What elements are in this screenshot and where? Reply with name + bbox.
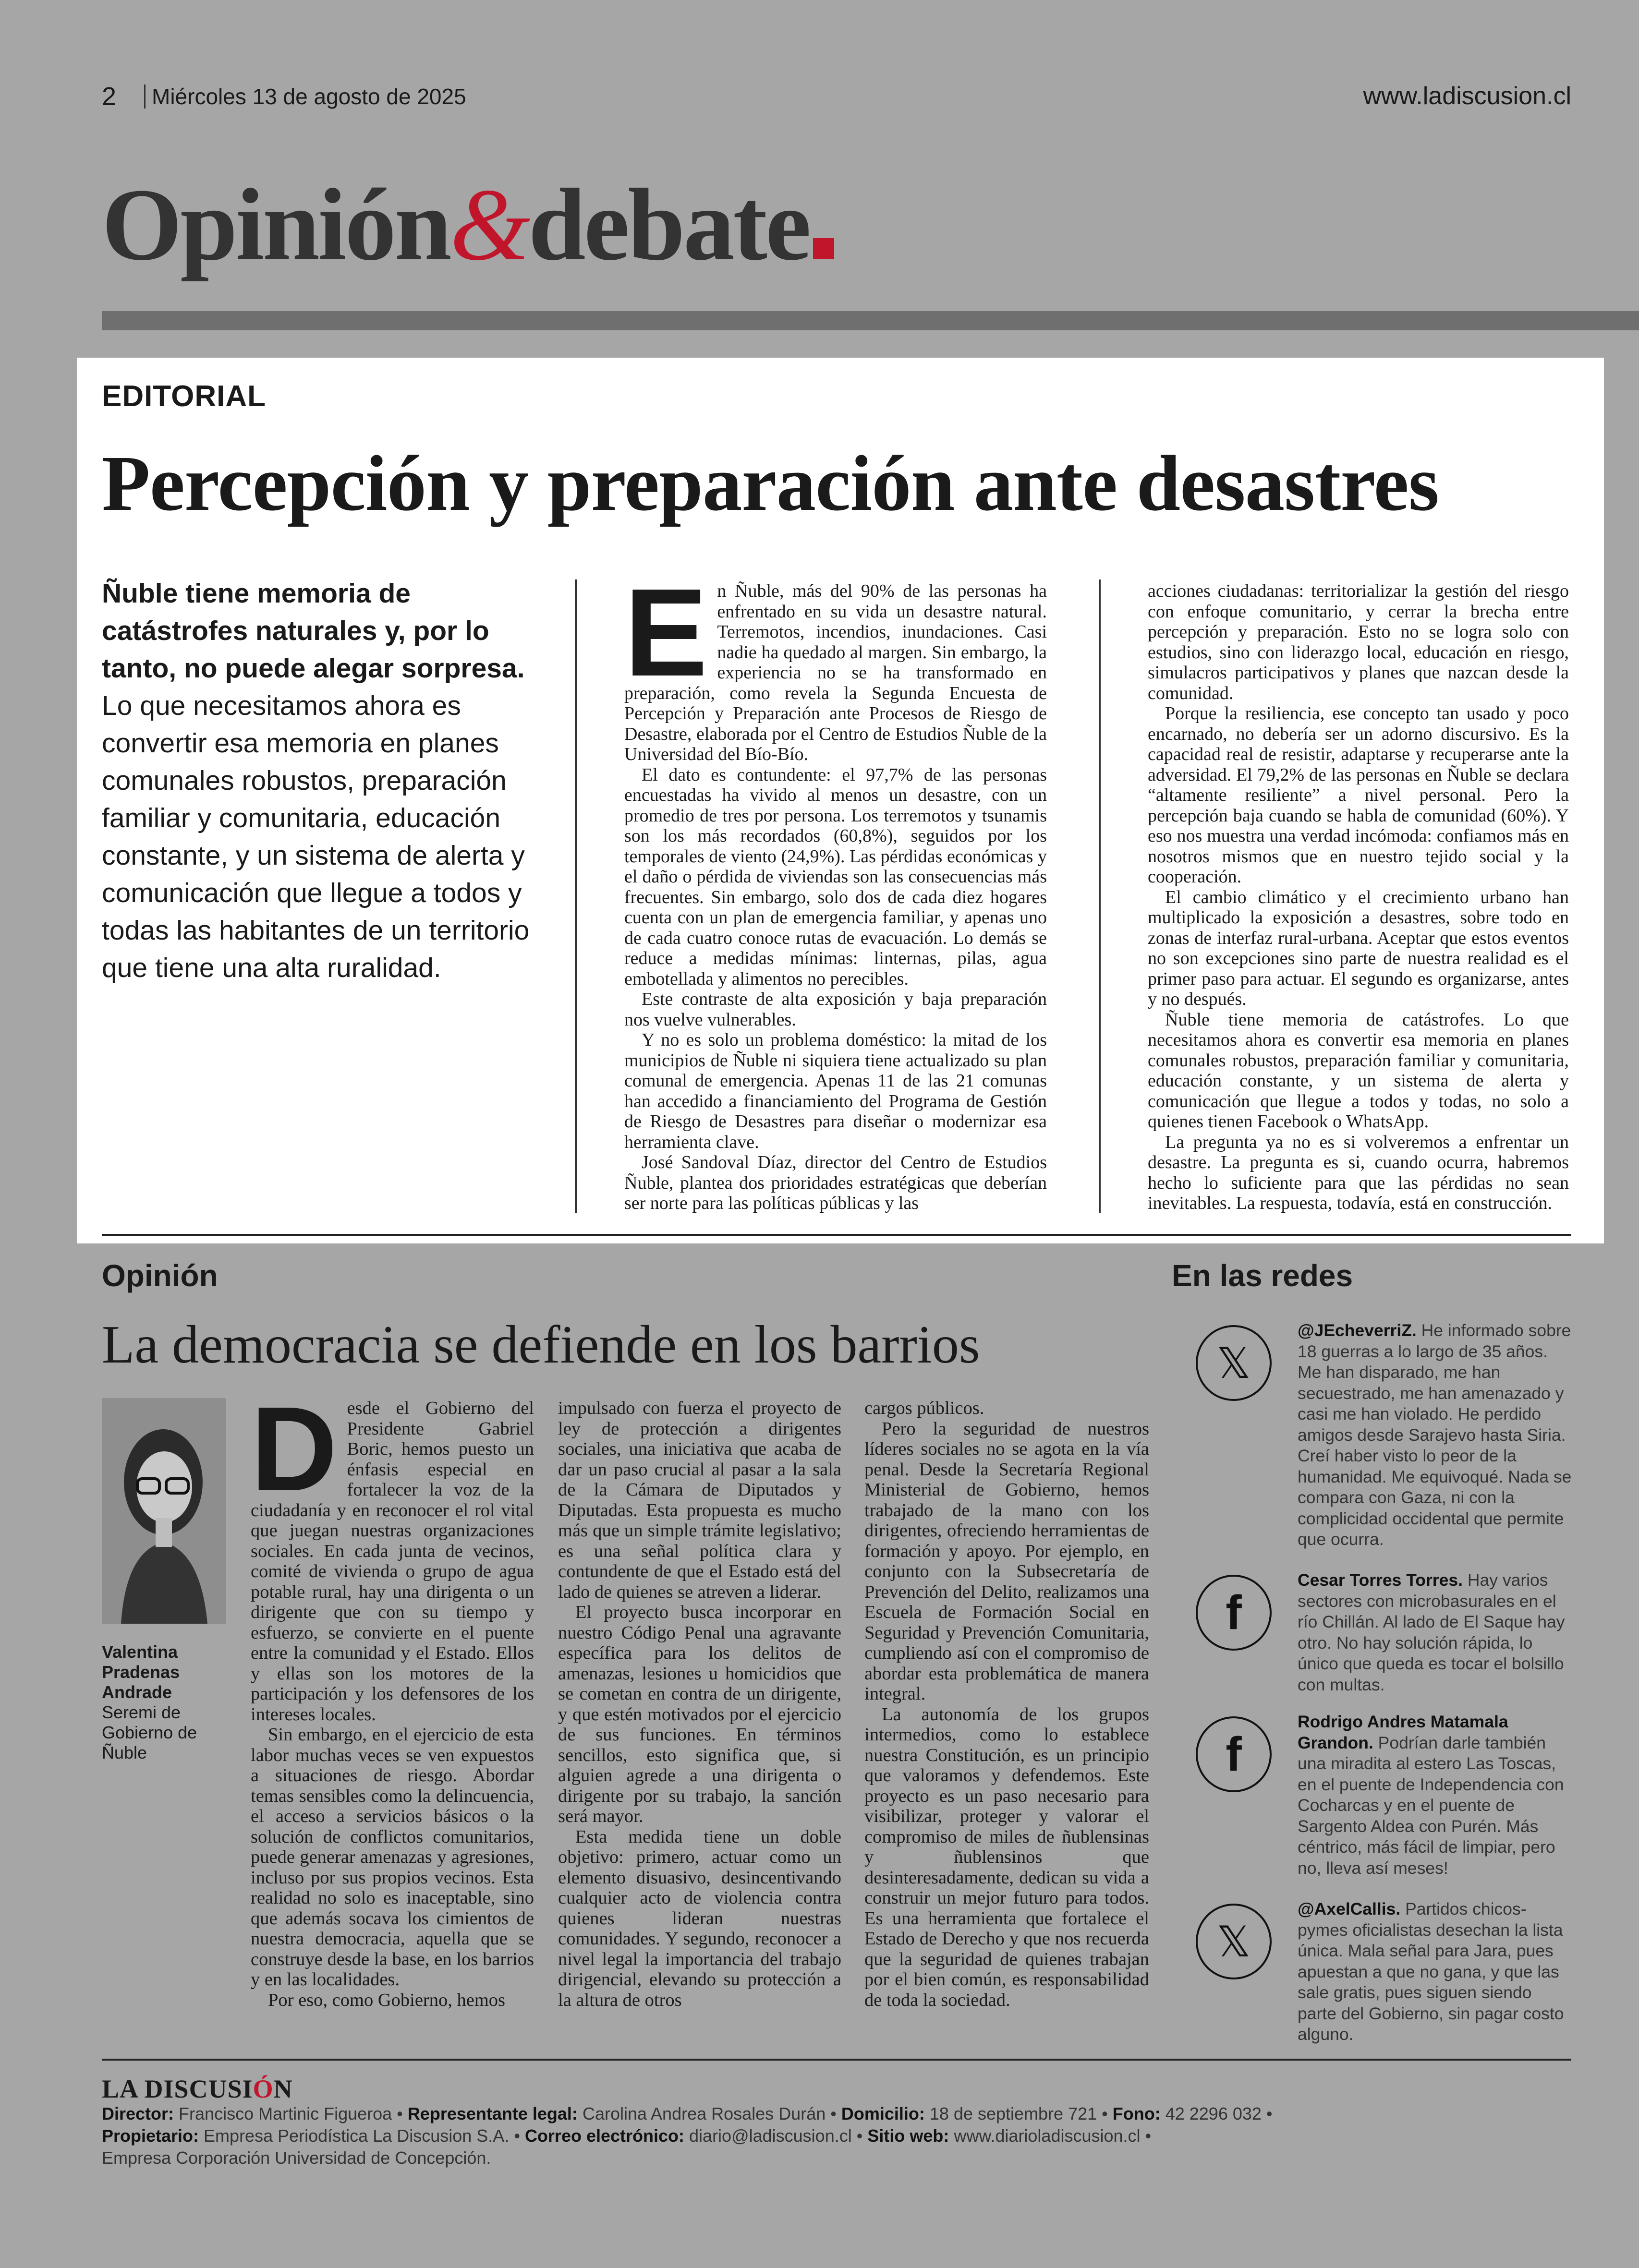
editorial-paragraph: Porque la resiliencia, ese concepto tan usado y poco encarnado, no debería ser un adorno discursivo. Es la capacidad real de resistir, adaptarse y recuperarse ante la adversidad. El 79,2% de las personas en Ñuble se declara “altamente resiliente” a nivel personal. Pero la percepción baja cuando se habla de comunidad (60%). Y eso nos muestra una verdad incómoda: confiamos más en nosotros mismos que en nuestro tejido social y la cooperación. xyxy=(1148,703,1569,887)
social-section-label: En las redes xyxy=(1172,1258,1353,1293)
opinion-column-1 xyxy=(251,1382,534,2010)
editorial-paragraph: José Sandoval Díaz, director del Centro de Estudios Ñuble, plantea dos prioridades estratégicas que deberían ser norte para las políticas públicas y las xyxy=(624,1152,1047,1213)
masthead-rule xyxy=(102,311,1639,330)
editorial-lead xyxy=(102,575,534,987)
post-body: He informado sobre 18 guerras a lo largo de 35 años. Me han disparado, me han secuestrado, me han amenazado y casi me han violado. He perdido amigos desde Sarajevo hasta Siria. Creí haber visto lo peor de la humanidad. Me equivoqué. Nada se compara con Gaza, ni con la complicidad occidental que permite que ocurra. xyxy=(1298,1321,1572,1549)
author-byline xyxy=(102,1642,231,1763)
facebook-icon: f xyxy=(1196,1575,1272,1651)
editorial-paragraph: Ñuble tiene memoria de catástrofes. Lo que necesitamos ahora es convertir esa memoria en planes comunales robustos, preparación familiar y comunitaria, educación constante, y un sistema de alerta y comunicación que llegue a todos y todas, no solo a quienes tienen Facebook o WhatsApp. xyxy=(1148,1009,1569,1132)
opinion-paragraph: Pero la seguridad de nuestros líderes sociales no se agota en la vía penal. Desde la Secretaría Regional Ministerial de Gobierno, hemos trabajado de la mano con los dirigentes, ofreciendo herramientas de formación y apoyo. Por ejemplo, en conjunto con la Subsecretaría de Prevención del Delito, realizamos una Escuela de Formación Social en Seguridad y Prevención Comunitaria, cumpliendo así con el compromiso de abordar esta problemática de manera integral. xyxy=(864,1418,1149,1704)
editorial-paragraph: Este contraste de alta exposición y baja preparación nos vuelve vulnerables. xyxy=(624,989,1047,1030)
post-author: Rodrigo Andres Matamala Grandon. xyxy=(1298,1712,1508,1752)
opinion-paragraph: Por eso, como Gobierno, hemos xyxy=(268,1990,506,2010)
drop-cap: E xyxy=(624,563,708,702)
editorial-paragraph: En Ñuble, más del 90% de las personas ha enfrentado en su vida un desastre natural. Terremotos, incendios, inundaciones. Casi nadie ha quedado al margen. Sin embargo, la experiencia no se ha transformado en preparación, como revela la Segunda Encuesta de Percepción y Preparación ante Procesos de Riesgo de Desastre, elaborada por el Centro de Estudios Ñuble de la Universidad del Bío-Bío. xyxy=(624,563,1047,764)
post-body: Partidos chicos-pymes oficialistas desechan la lista única. Mala señal para Jara, pues apuestan a que no gana, y que las sale gratis, pues siguen siendo parte del Gobierno, sin pagar costo alguno. xyxy=(1298,1899,1564,2044)
opinion-label: Opinión xyxy=(102,1258,218,1293)
page-header xyxy=(102,82,1571,115)
masthead-red-dot xyxy=(813,238,834,259)
facebook-icon: f xyxy=(1196,1716,1272,1792)
imprint: Director: Francisco Martinic Figueroa • Representante legal: Carolina Andrea Rosales Durán • Domicilio: 18 de septiembre 721 • Fono: 42 2296 032 • Propietario: Empresa Periodística La Discusion S.A. • Correo electrónico: diario@ladiscusion.cl • Sitio web: www.diarioladiscusion.cl • Empresa Corporación Universidad de Concepción. xyxy=(102,2104,1273,2168)
editorial-label: EDITORIAL xyxy=(102,380,266,413)
opinion-column-2 xyxy=(558,1398,841,2010)
editorial-paragraph: La pregunta ya no es si volveremos a enfrentar un desastre. La pregunta es si, cuando ocurra, habremos hecho lo suficiente para que las pérdidas no sean inevitables. La respuesta, todavía, está en construcción. xyxy=(1148,1132,1569,1213)
x-icon: 𝕏 xyxy=(1196,1904,1272,1979)
post-text xyxy=(1298,1899,1575,2045)
editorial-paragraph: El cambio climático y el crecimiento urbano han multiplicado la exposición a desastres, sobre todo en zonas de interfaz rural-urbana. Aceptar que estos eventos no son excepciones sino parte de nuestra realidad es el primer paso para actuar. El segundo es organizarse, antes y no después. xyxy=(1148,887,1569,1009)
newspaper-logo: LA DISCUSIÓN xyxy=(102,2075,293,2103)
post-text xyxy=(1298,1570,1575,1695)
opinion-paragraph: cargos públicos. xyxy=(864,1398,984,1418)
opinion-paragraph: Esta medida tiene un doble objetivo: primero, actuar como un elemento disuasivo, desincentivando cualquier acto de violencia contra quienes lideran nuestras comunidades. Y segundo, reconocer a nivel legal la importancia del trabajo dirigencial, elevando su protección a la altura de otros xyxy=(558,1826,841,2010)
web-link[interactable]: www.diarioladiscusion.cl xyxy=(954,2126,1141,2146)
editorial-box xyxy=(77,358,1604,1243)
editorial-column-2 xyxy=(1148,581,1569,1214)
masthead-ampersand: & xyxy=(449,167,529,282)
column-divider xyxy=(575,579,577,1213)
author-photo xyxy=(102,1398,226,1624)
website-link[interactable]: www.ladiscusion.cl xyxy=(1363,82,1571,110)
editorial-paragraph: acciones ciudadanas: territorializar la gestión del riesgo con enfoque comunitario, y cerrar la brecha entre percepción y preparación. Esto no se logra solo con estudios, sino con liderazgo local, educación en riesgo, simulacros participativos y planes que nazcan desde la comunidad. xyxy=(1148,581,1569,703)
editorial-lead-text: Lo que necesitamos ahora es convertir esa memoria en planes comunales robustos, preparación familiar y comunitaria, educación constante, y un sistema de alerta y comunicación que llegue a todos y todas las habitantes de un territorio que tiene una alta ruralidad. xyxy=(102,690,530,983)
footer-rule xyxy=(102,2059,1571,2061)
opinion-column-3 xyxy=(864,1398,1149,2010)
post-body: Podrían darle también una miradita al estero Las Toscas, en el puente de Independencia con Cocharcas y en el puente de Sargento Aldea con Purén. Más céntrico, más fácil de limpiar, pero no, lleva así meses! xyxy=(1298,1733,1564,1878)
post-text xyxy=(1298,1712,1575,1879)
drop-cap: D xyxy=(251,1382,338,1516)
email-link[interactable]: diario@ladiscusion.cl xyxy=(689,2126,852,2146)
page-number: 2 xyxy=(102,82,117,111)
editorial-title: Percepción y preparación ante desastres xyxy=(102,439,1439,527)
section-divider xyxy=(102,1234,1571,1236)
author-role: Seremi de Gobierno de Ñuble xyxy=(102,1702,197,1762)
editorial-paragraph: El dato es contundente: el 97,7% de las personas encuestadas ha vivido al menos un desastre, con un promedio de tres por persona. Los terremotos y tsunamis son los más recordados (60,8%), seguidos por los temporales de viento (24,9%). Las pérdidas económicas y el daño o pérdida de viviendas son las consecuencias más frecuentes. Sin embargo, solo dos de cada diez hogares cuenta con un plan de emergencia familiar, y apenas uno de cada cuatro conoce rutas de evacuación. Lo demás se reduce a medidas mínimas: linternas, pilas, agua embotellada y alimentos no perecibles. xyxy=(624,764,1047,989)
masthead-word-1: Opinión xyxy=(102,167,450,282)
opinion-paragraph: Sin embargo, en el ejercicio de esta labor muchas veces se ven expuestos a situaciones de riesgo. Abordar temas sensibles como la delincuencia, el acceso a servicios básicos o la solución de conflictos comunitarios, puede generar amenazas y agresiones, incluso por sus propios vecinos. Esta realidad no solo es inaceptable, sino que además socava los cimientos de nuestra democracia, aquella que se construye desde la base, en los barrios y en las localidades. xyxy=(251,1725,534,1990)
opinion-paragraph: La autonomía de los grupos intermedios, como lo establece nuestra Constitución, es un principio que valoramos y defendemos. Este proyecto es un paso necesario para visibilizar, proteger y valorar el compromiso de miles de ñublensinas y ñublensinos que desinteresadamente, dedican su vida a construir un mejor futuro para todos. Es una herramienta que fortalece el Estado de Derecho y que nos recuerda que la seguridad de quienes trabajan por el bien común, es responsabilidad de toda la sociedad. xyxy=(864,1704,1149,2010)
column-divider xyxy=(1099,579,1101,1213)
post-author: Cesar Torres Torres. xyxy=(1298,1570,1463,1590)
editorial-column-1 xyxy=(624,563,1047,1214)
opinion-paragraph: El proyecto busca incorporar en nuestro Código Penal una agravante específica para los delitos de amenazas, lesiones u homicidios que se cometan en contra de un dirigente, y que estén motivados por el ejercicio de sus funciones. En términos sencillos, esto significa que, si alguien agrede a una dirigenta o dirigente por su trabajo, la sanción será mayor. xyxy=(558,1602,841,1826)
post-text xyxy=(1298,1320,1575,1550)
opinion-paragraph: impulsado con fuerza el proyecto de ley de protección a dirigentes sociales, una iniciativa que acaba de dar un paso crucial al pasar a la sala de la Cámara de Diputados y Diputadas. Esta propuesta es mucho más que un simple trámite legislativo; es una señal política clara y contundente de que el Estado está del lado de quienes se atreven a liderar. xyxy=(558,1398,841,1602)
editorial-lead-bold: Ñuble tiene memoria de catástrofes naturales y, por lo tanto, no puede alegar sorpresa. xyxy=(102,578,525,684)
section-masthead xyxy=(102,167,834,282)
x-icon: 𝕏 xyxy=(1196,1325,1272,1401)
editorial-paragraph: Y no es solo un problema doméstico: la mitad de los municipios de Ñuble ni siquiera tiene actualizado su plan comunal de emergencia. Apenas 11 de las 21 comunas han accedido a financiamiento del Programa de Gestión de Riesgo de Desastres para diseñar o modernizar esa herramienta clave. xyxy=(624,1030,1047,1152)
author-name: Valentina Pradenas Andrade xyxy=(102,1642,180,1702)
post-author: @JEcheverriZ. xyxy=(1298,1321,1417,1340)
opinion-paragraph: Desde el Gobierno del Presidente Gabriel Boric, hemos puesto un énfasis especial en fortalecer la voz de la ciudadanía y en reconocer el rol vital que juegan nuestras organizaciones sociales. En cada junta de vecinos, comité de vivienda o grupo de agua potable rural, hay una dirigenta o un dirigente que con su tiempo y esfuerzo, se convierte en el puente entre la comunidad y el Estado. Ellos y ellas son los motores de la participación y los defensores de los intereses locales. xyxy=(251,1382,534,1725)
opinion-title: La democracia se defiende en los barrios xyxy=(102,1315,980,1375)
post-author: @AxelCallis. xyxy=(1298,1899,1401,1918)
header-separator xyxy=(144,84,146,109)
masthead-word-2: debate xyxy=(528,167,810,282)
post-body: Hay varios sectores con microbasurales en el río Chillán. Al lado de El Saque hay otro. No hay solución rápida, lo único que queda es tocar el bolsillo con multas. xyxy=(1298,1570,1565,1694)
issue-date: Miércoles 13 de agosto de 2025 xyxy=(152,84,466,109)
